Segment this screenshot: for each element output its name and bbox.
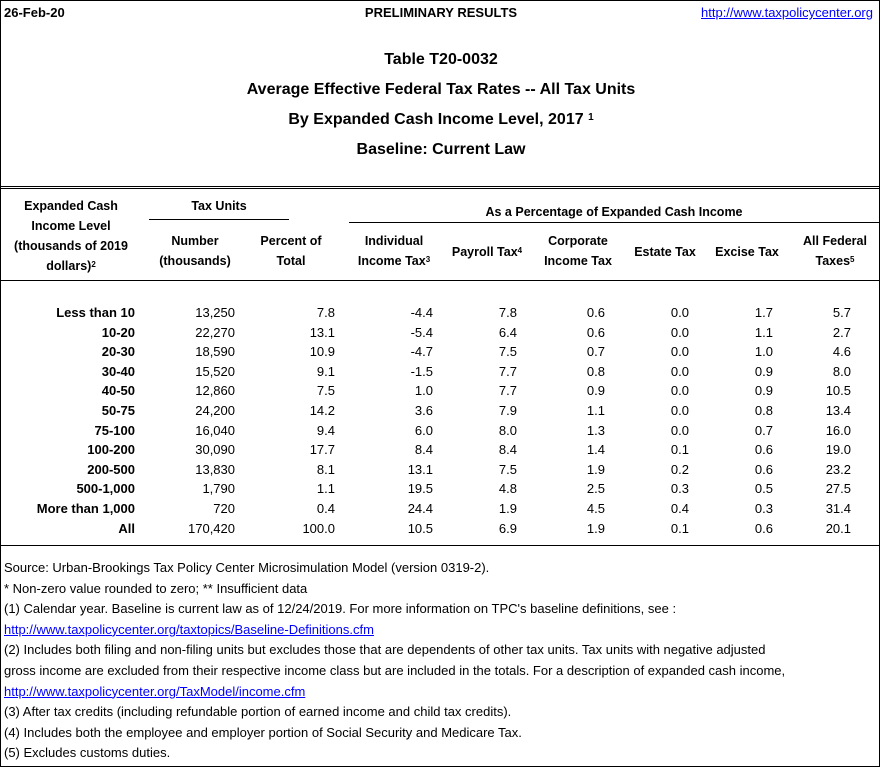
payroll-tax-cell: 7.8 [498, 305, 517, 320]
income-level-cell: 200-500 [87, 461, 135, 477]
individual-tax-line-text: Income Tax [357, 254, 426, 268]
individual-tax-cell: 19.5 [407, 481, 433, 497]
all-federal-cell: 13.4 [825, 402, 851, 418]
individual-tax-note: 3 [425, 255, 431, 264]
row-padding [851, 362, 880, 382]
number-cell: 1,790 [202, 481, 235, 497]
number-header-line: Number [171, 234, 219, 248]
percent-total-cell: 7.8 [316, 305, 335, 320]
all-federal-line-text: Taxes [815, 254, 851, 268]
number-cell: 13,250 [195, 305, 235, 320]
table-row [1, 342, 880, 362]
row-padding [851, 440, 880, 460]
note-1: (1) Calendar year. Baseline is current law as of 12/24/2019. For more information on TPC's baseline definitions, see : [4, 601, 677, 617]
individual-tax-header [349, 231, 439, 273]
income-level-cell: 100-200 [87, 442, 135, 458]
footnotes [4, 558, 874, 764]
number-cell: 30,090 [195, 442, 235, 458]
row-padding [851, 381, 880, 401]
excise-tax-cell: 0.7 [754, 422, 773, 438]
percent-total-line: Total [276, 254, 306, 268]
pct-group-header: As a Percentage of Expanded Cash Income [485, 205, 743, 219]
note-2b: gross income are excluded from their respective income class but are included in the totals. For a description of expanded cash income, [4, 662, 786, 678]
individual-tax-cell: -4.7 [410, 344, 433, 360]
payroll-tax-cell: 7.5 [498, 461, 517, 477]
estate-tax-header: Estate Tax [634, 245, 696, 259]
number-cell: 18,590 [195, 344, 235, 360]
income-level-header [1, 196, 141, 278]
income-level-cell: 20-30 [101, 344, 135, 360]
individual-tax-cell: -5.4 [410, 324, 433, 340]
corporate-tax-line: Corporate [548, 234, 608, 248]
payroll-tax-cell: 7.7 [498, 363, 517, 379]
all-federal-line [791, 251, 879, 273]
report-date: 26-Feb-20 [4, 5, 65, 20]
individual-tax-cell: 24.4 [407, 500, 433, 516]
payroll-tax-cell: 6.9 [498, 520, 517, 536]
table-row [1, 303, 880, 323]
row-padding [851, 323, 880, 343]
all-federal-header [791, 231, 879, 273]
income-level-cell: Less than 10 [56, 305, 135, 320]
estate-tax-cell: 0.4 [670, 500, 689, 516]
income-level-line: (thousands of 2019 [14, 239, 128, 253]
all-federal-cell: 16.0 [825, 422, 851, 438]
estate-tax-cell: 0.3 [670, 481, 689, 497]
income-level-cell: 10-20 [101, 324, 135, 340]
number-cell: 24,200 [195, 402, 235, 418]
row-padding [851, 303, 880, 323]
excise-tax-cell: 0.6 [754, 520, 773, 536]
individual-tax-cell: -1.5 [410, 363, 433, 379]
estate-tax-cell: 0.1 [670, 442, 689, 458]
all-federal-cell: 19.0 [825, 442, 851, 458]
percent-total-cell: 10.9 [309, 344, 335, 360]
row-padding [851, 519, 880, 539]
payroll-tax-cell: 7.5 [498, 344, 517, 360]
individual-tax-cell: 1.0 [414, 383, 433, 399]
payroll-tax-header [445, 242, 529, 264]
estate-tax-cell: 0.0 [670, 422, 689, 438]
income-level-line: Income Level [31, 219, 111, 233]
percent-total-cell: 9.4 [316, 422, 335, 438]
table-bottom-rule [1, 545, 880, 546]
estate-tax-cell: 0.0 [670, 305, 689, 320]
payroll-tax-cell: 1.9 [498, 500, 517, 516]
payroll-tax-text: Payroll Tax [451, 245, 518, 259]
row-padding [851, 421, 880, 441]
corporate-tax-cell: 1.3 [586, 422, 605, 438]
number-header [149, 231, 241, 271]
table-row [1, 440, 880, 460]
note-2-link-wrap[interactable] [4, 682, 874, 703]
estate-tax-cell: 0.1 [670, 520, 689, 536]
percent-total-cell: 9.1 [316, 363, 335, 379]
payroll-tax-cell: 7.9 [498, 402, 517, 418]
tpc-link[interactable]: http://www.taxpolicycenter.org [701, 5, 873, 20]
excise-tax-cell: 0.9 [754, 383, 773, 399]
estate-tax-cell: 0.0 [670, 383, 689, 399]
all-federal-note: 5 [850, 255, 855, 264]
number-cell: 170,420 [188, 520, 235, 536]
tax-rate-table [1, 303, 880, 538]
all-federal-cell: 10.5 [825, 383, 851, 399]
all-federal-cell: 23.2 [825, 461, 851, 477]
note-5: (5) Excludes customs duties. [4, 745, 171, 761]
number-cell: 13,830 [195, 461, 235, 477]
corporate-tax-cell: 4.5 [586, 500, 605, 516]
payroll-tax-cell: 6.4 [498, 324, 517, 340]
number-header-line: (thousands) [159, 254, 231, 268]
individual-tax-cell: 8.4 [414, 442, 433, 458]
all-federal-cell: 8.0 [832, 363, 851, 379]
tax-units-group-header: Tax Units [191, 199, 247, 213]
title-note-marker: 1 [588, 112, 594, 123]
header-url[interactable] [701, 5, 873, 20]
individual-tax-cell: 3.6 [414, 402, 433, 418]
estate-tax-cell: 0.0 [670, 324, 689, 340]
income-level-line: Expanded Cash [24, 199, 118, 213]
percent-total-cell: 13.1 [309, 324, 335, 340]
excise-tax-cell: 0.6 [754, 442, 773, 458]
corporate-tax-cell: 1.4 [586, 442, 605, 458]
income-level-cell: 30-40 [101, 363, 135, 379]
estate-tax-cell: 0.0 [670, 344, 689, 360]
table-row [1, 499, 880, 519]
all-federal-cell: 4.6 [832, 344, 851, 360]
percent-total-cell: 8.1 [316, 461, 335, 477]
table-row [1, 421, 880, 441]
title-line3: Baseline: Current Law [356, 141, 526, 158]
income-level-line-text: dollars) [46, 259, 92, 273]
note-3: (3) After tax credits (including refundable portion of earned income and child tax credits). [4, 704, 512, 720]
table-row [1, 401, 880, 421]
estate-tax-cell: 0.0 [670, 363, 689, 379]
corporate-tax-cell: 0.6 [586, 324, 605, 340]
number-cell: 22,270 [195, 324, 235, 340]
all-federal-cell: 27.5 [825, 481, 851, 497]
row-padding [851, 401, 880, 421]
row-padding [851, 460, 880, 480]
star-note: * Non-zero value rounded to zero; ** Insufficient data [4, 580, 308, 596]
excise-tax-cell: 0.3 [754, 500, 773, 516]
row-padding [851, 342, 880, 362]
percent-total-cell: 1.1 [316, 481, 335, 497]
note-4: (4) Includes both the employee and employer portion of Social Security and Medicare Tax. [4, 724, 522, 740]
payroll-tax-cell: 8.4 [498, 442, 517, 458]
percent-total-line: Percent of [260, 234, 322, 248]
payroll-tax-note: 4 [517, 246, 523, 255]
all-federal-cell: 31.4 [825, 500, 851, 516]
estate-tax-cell: 0.2 [670, 461, 689, 477]
income-definition-link[interactable]: http://www.taxpolicycenter.org/TaxModel/income.cfm [4, 683, 306, 699]
corporate-tax-line: Income Tax [544, 254, 612, 268]
header-bottom-rule [1, 280, 880, 281]
row-padding [851, 479, 880, 499]
income-level-cell: More than 1,000 [36, 500, 135, 516]
all-federal-line: All Federal [803, 234, 867, 248]
corporate-tax-cell: 1.9 [586, 461, 605, 477]
pct-group-rule [349, 222, 879, 223]
individual-tax-cell: 10.5 [407, 520, 433, 536]
individual-tax-cell: -4.4 [410, 305, 433, 320]
payroll-tax-cell: 4.8 [498, 481, 517, 497]
header-top-rule [1, 186, 880, 189]
payroll-tax-cell: 7.7 [498, 383, 517, 399]
baseline-definitions-link[interactable]: http://www.taxpolicycenter.org/taxtopics/Baseline-Definitions.cfm [4, 621, 374, 637]
income-level-note: 2 [91, 260, 96, 269]
report-status: PRELIMINARY RESULTS [364, 5, 518, 20]
corporate-tax-cell: 0.7 [586, 344, 605, 360]
excise-tax-cell: 1.1 [754, 324, 773, 340]
table-row [1, 460, 880, 480]
corporate-tax-cell: 1.9 [586, 520, 605, 536]
table-row [1, 519, 880, 539]
percent-total-cell: 17.7 [309, 442, 335, 458]
excise-tax-cell: 0.8 [754, 402, 773, 418]
corporate-tax-cell: 0.6 [586, 305, 605, 320]
individual-tax-line [349, 251, 439, 273]
income-level-line [1, 256, 141, 278]
percent-total-header [249, 231, 333, 271]
percent-total-cell: 7.5 [316, 383, 335, 399]
corporate-tax-cell: 1.1 [586, 402, 605, 418]
all-federal-cell: 20.1 [825, 520, 851, 536]
corporate-tax-cell: 0.8 [586, 363, 605, 379]
note-1-link-wrap[interactable] [4, 620, 874, 641]
table-row [1, 323, 880, 343]
excise-tax-cell: 0.9 [754, 363, 773, 379]
tax-units-rule [149, 219, 289, 220]
number-cell: 16,040 [195, 422, 235, 438]
estate-tax-cell: 0.0 [670, 402, 689, 418]
percent-total-cell: 100.0 [302, 520, 335, 536]
income-level-cell: 75-100 [94, 422, 135, 438]
excise-tax-cell: 1.7 [754, 305, 773, 320]
table-row [1, 479, 880, 499]
excise-tax-cell: 1.0 [754, 344, 773, 360]
table-id: Table T20-0032 [384, 51, 498, 68]
table-row [1, 362, 880, 382]
all-federal-cell: 2.7 [832, 324, 851, 340]
percent-total-cell: 14.2 [309, 402, 335, 418]
excise-tax-header: Excise Tax [715, 245, 779, 259]
income-level-cell: All [118, 520, 135, 536]
all-federal-cell: 5.7 [832, 305, 851, 320]
source-note: Source: Urban-Brookings Tax Policy Center Microsimulation Model (version 0319-2). [4, 560, 490, 575]
corporate-tax-cell: 0.9 [586, 383, 605, 399]
excise-tax-cell: 0.6 [754, 461, 773, 477]
individual-tax-cell: 6.0 [414, 422, 433, 438]
income-level-cell: 50-75 [101, 402, 135, 418]
table-row [1, 381, 880, 401]
corporate-tax-header [535, 231, 621, 271]
corporate-tax-cell: 2.5 [586, 481, 605, 497]
title-line2 [1, 111, 880, 129]
row-padding [851, 499, 880, 519]
number-cell: 720 [213, 500, 235, 516]
income-level-cell: 40-50 [101, 383, 135, 399]
title-line2-text: By Expanded Cash Income Level, 2017 [288, 111, 584, 128]
title-line1: Average Effective Federal Tax Rates -- All Tax Units [246, 81, 636, 98]
note-2a: (2) Includes both filing and non-filing units but excludes those that are dependents of other tax units. Tax units with negative adjusted [4, 642, 766, 658]
number-cell: 12,860 [195, 383, 235, 399]
percent-total-cell: 0.4 [316, 500, 335, 516]
number-cell: 15,520 [195, 363, 235, 379]
individual-tax-cell: 13.1 [407, 461, 433, 477]
income-level-cell: 500-1,000 [76, 481, 135, 497]
individual-tax-line: Individual [364, 234, 424, 248]
payroll-tax-cell: 8.0 [498, 422, 517, 438]
excise-tax-cell: 0.5 [754, 481, 773, 497]
